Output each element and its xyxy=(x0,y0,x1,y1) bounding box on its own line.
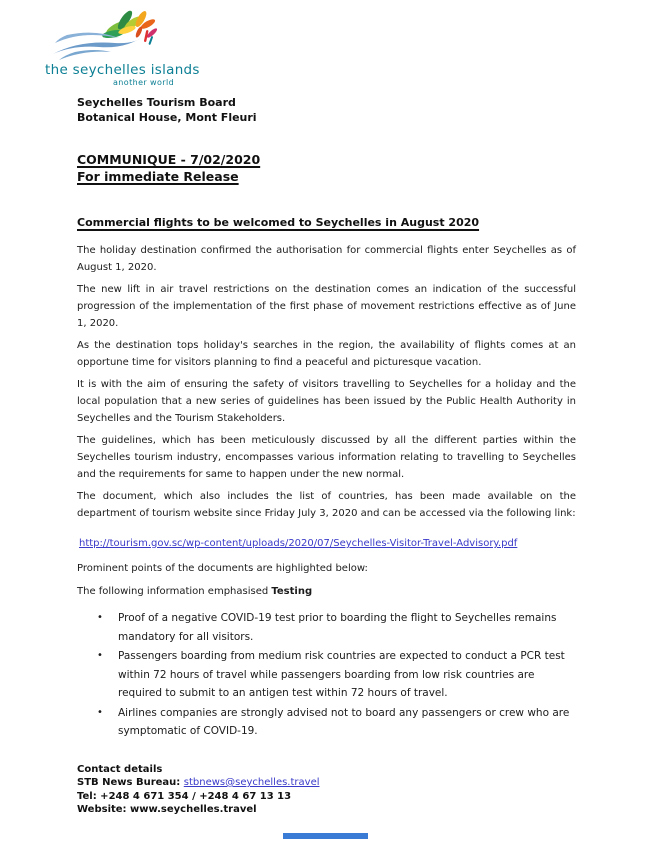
brand-logo xyxy=(45,10,200,87)
paragraph: The holiday destination confirmed the authorisation for commercial flights enter Seychelles as of August 1, 2020. xyxy=(77,245,576,273)
contact-bureau-line xyxy=(77,776,576,790)
paragraph: The guidelines, which has been meticulously discussed by all the different parties within the Seychelles tourism industry, encompasses various information relating to travelling to Seychelles and the requirements for same to happen under the new normal. xyxy=(77,435,576,480)
prominent-points-line: Prominent points of the documents are highlighted below: xyxy=(77,563,368,574)
bullet-icon: • xyxy=(97,612,103,623)
testing-bullet-list xyxy=(77,609,576,741)
paragraph: The new lift in air travel restrictions on the destination comes an indication of the successful progression of the implementation of the first phase of movement restrictions effective as of June 1, 2020. xyxy=(77,284,576,329)
article-headline: Commercial flights to be welcomed to Seychelles in August 2020 xyxy=(77,216,480,229)
brand-name: the seychelles islands xyxy=(45,62,200,78)
release-line: For immediate Release xyxy=(77,169,239,184)
emphasis-line xyxy=(77,583,576,600)
communique-title: COMMUNIQUE - 7/02/2020 xyxy=(77,152,261,167)
emphasis-lead-text: The following information emphasised xyxy=(77,586,272,597)
contact-details-block xyxy=(77,763,576,817)
bureau-email-link[interactable]: stbnews@seychelles.travel xyxy=(183,777,320,788)
list-item xyxy=(97,704,576,741)
bureau-label: STB News Bureau: xyxy=(77,777,184,788)
bullet-icon: • xyxy=(97,650,103,661)
paragraph: As the destination tops holiday's searches in the region, the availability of flights comes at an opportune time for visitors planning to find a peaceful and picturesque vacation. xyxy=(77,340,576,368)
travel-advisory-link[interactable]: http://tourism.gov.sc/wp-content/uploads/2020/07/Seychelles-Visitor-Travel-Advisory.pdf xyxy=(79,538,518,549)
bullet-icon: • xyxy=(97,706,103,718)
bullet-text: Airlines companies are strongly advised not to board any passengers or crew who are symptomatic of COVID-19. xyxy=(118,706,570,737)
contact-heading: Contact details xyxy=(77,763,163,775)
contact-website-line: Website: www.seychelles.travel xyxy=(77,804,257,815)
org-address: Botanical House, Mont Fleuri xyxy=(77,111,257,124)
paragraph: The document, which also includes the list of countries, has been made available on the department of tourism website since Friday July 3, 2020 and can be accessed via the following link: xyxy=(77,491,576,519)
bird-of-paradise-logo-icon xyxy=(53,10,177,62)
brand-tagline: another world xyxy=(113,78,175,87)
contact-tel-line: Tel: +248 4 671 354 / +248 4 67 13 13 xyxy=(77,790,292,802)
paragraph: It is with the aim of ensuring the safety of visitors travelling to Seychelles for a holiday and the local population that a new series of guidelines has been issued by the Public Health Authority in Seychelles and the Tourism Stakeholders. xyxy=(77,379,576,424)
list-item xyxy=(97,647,576,703)
document-body xyxy=(77,95,576,817)
org-name: Seychelles Tourism Board xyxy=(77,96,236,109)
bullet-text: Proof of a negative COVID-19 test prior to boarding the flight to Seychelles remains mandatory for all visitors. xyxy=(118,612,557,643)
list-item xyxy=(97,609,576,646)
bullet-text: Passengers boarding from medium risk countries are expected to conduct a PCR test within 72 hours of travel while passengers boarding from low risk countries are required to submit to an antigen test within 72 hours of travel. xyxy=(118,650,565,699)
footer-page-indicator-bar xyxy=(283,833,368,839)
emphasis-bold-text: Testing xyxy=(271,586,313,597)
